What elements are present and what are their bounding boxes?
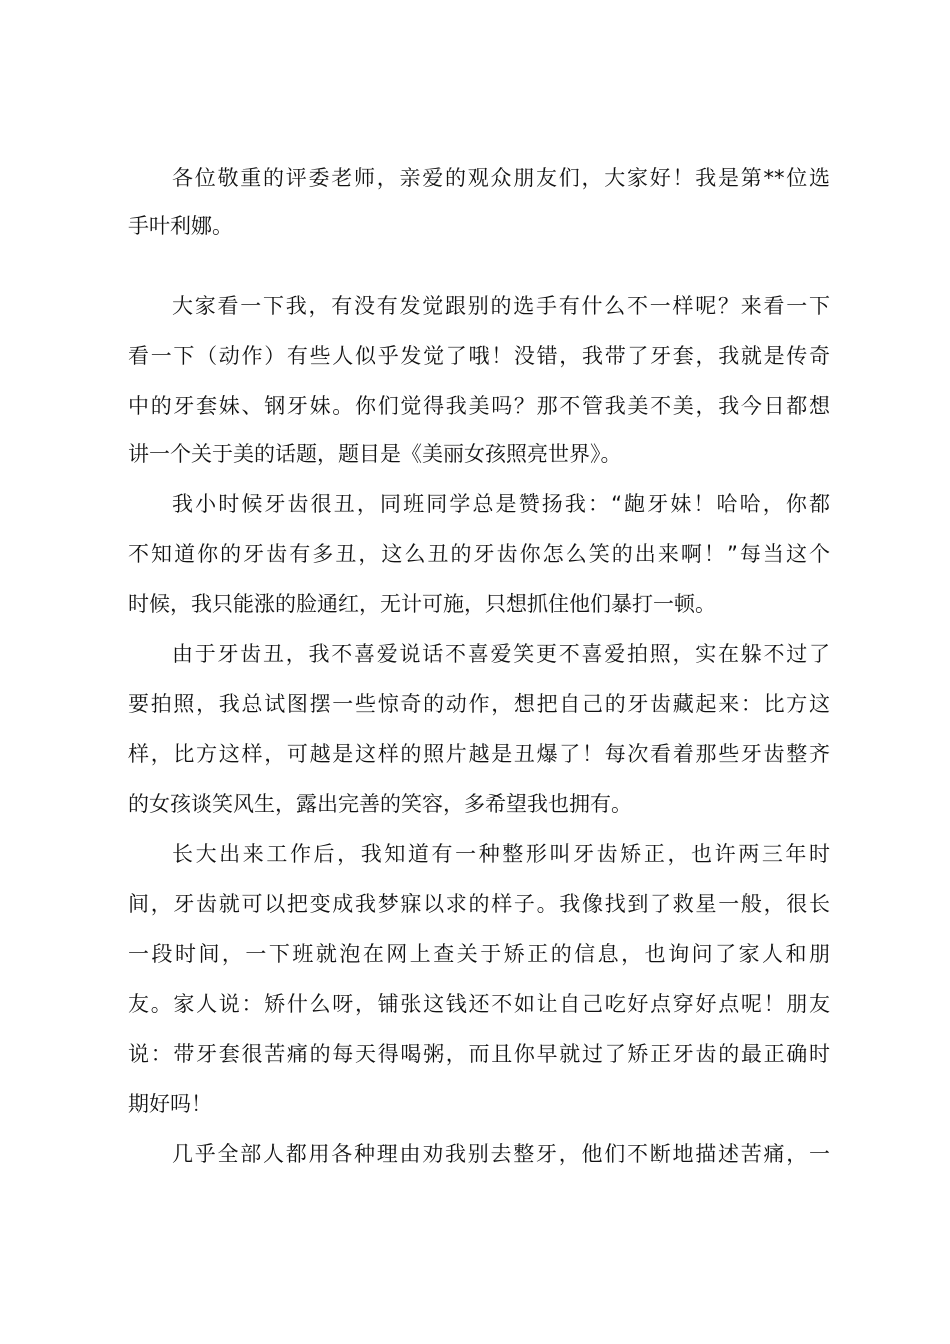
paragraph-1-line-2: 手叶利娜。 bbox=[128, 214, 233, 238]
paragraph-3-line-3: 时候，我只能涨的脸通红，无计可施，只想抓住他们暴打一顿。 bbox=[128, 592, 716, 616]
paragraph-2-line-3: 中的牙套妹、钢牙妹。你们觉得我美吗？那不管我美不美，我今日都想 bbox=[128, 394, 830, 418]
paragraph-3-line-1: 我小时候牙齿很丑，同班同学总是赞扬我：“龅牙妹！哈哈，你都 bbox=[172, 492, 830, 516]
paragraph-3-line-2: 不知道你的牙齿有多丑，这么丑的牙齿你怎么笑的出来啊！”每当这个 bbox=[128, 542, 830, 566]
paragraph-5-line-4: 友。家人说：矫什么呀，铺张这钱还不如让自己吃好点穿好点呢！朋友 bbox=[128, 992, 830, 1016]
paragraph-6-line-1: 几乎全部人都用各种理由劝我别去整牙，他们不断地描述苦痛，一 bbox=[172, 1142, 830, 1166]
paragraph-4-line-4: 的女孩谈笑风生，露出完善的笑容，多希望我也拥有。 bbox=[128, 792, 632, 816]
paragraph-5-line-3: 一段时间，一下班就泡在网上查关于矫正的信息，也询问了家人和朋 bbox=[128, 942, 830, 966]
paragraph-4-line-3: 样，比方这样，可越是这样的照片越是丑爆了！每次看着那些牙齿整齐 bbox=[128, 742, 830, 766]
paragraph-2-line-2: 看一下（动作）有些人似乎发觉了哦！没错，我带了牙套，我就是传奇 bbox=[128, 344, 830, 368]
paragraph-2-line-1: 大家看一下我，有没有发觉跟别的选手有什么不一样呢？来看一下 bbox=[172, 294, 830, 318]
paragraph-5-line-5: 说：带牙套很苦痛的每天得喝粥，而且你早就过了矫正牙齿的最正确时 bbox=[128, 1042, 830, 1066]
paragraph-4-line-1: 由于牙齿丑，我不喜爱说话不喜爱笑更不喜爱拍照，实在躲不过了 bbox=[172, 642, 830, 666]
paragraph-1-line-1: 各位敬重的评委老师，亲爱的观众朋友们，大家好！我是第**位选 bbox=[172, 166, 830, 190]
paragraph-5-line-1: 长大出来工作后，我知道有一种整形叫牙齿矫正，也许两三年时 bbox=[172, 842, 830, 866]
paragraph-2-line-4: 讲一个关于美的话题，题目是《美丽女孩照亮世界》。 bbox=[128, 442, 622, 466]
paragraph-4-line-2: 要拍照，我总试图摆一些惊奇的动作，想把自己的牙齿藏起来：比方这 bbox=[128, 692, 830, 716]
paragraph-5-line-2: 间，牙齿就可以把变成我梦寐以求的样子。我像找到了救星一般，很长 bbox=[128, 892, 830, 916]
paragraph-5-line-6: 期好吗！ bbox=[128, 1092, 212, 1116]
